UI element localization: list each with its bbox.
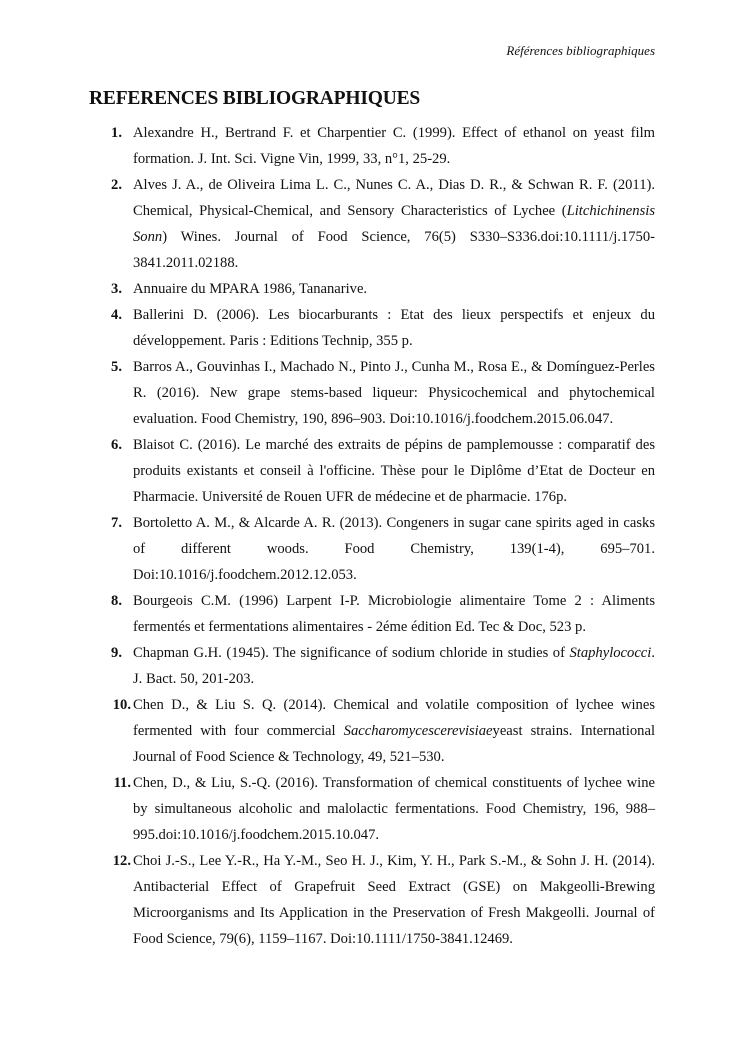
- reference-number: 6.: [111, 437, 122, 453]
- reference-text: yeast strains. International Journal of Food Science & Technology, 49, 521–530.: [133, 723, 655, 765]
- reference-text: Barros A., Gouvinhas I., Machado N., Pinto J., Cunha M., Rosa E., & Domínguez-Perles R. (2016). New grape stems-based liqueur: Physicochemical and phytochemical evaluation. Food Chemistry, 190, 896–903. Doi:10.1016/j.foodchem.2015.06.047.: [133, 359, 655, 427]
- reference-number: 12.: [112, 853, 131, 869]
- reference-number: 11.: [113, 775, 131, 791]
- reference-text: Chen D., & Liu S. Q. (2014). Chemical and volatile composition of lychee wines fermented with four commercial: [133, 697, 655, 739]
- reference-item: [111, 302, 655, 354]
- reference-number: 10.: [112, 697, 131, 713]
- reference-text: Alves J. A., de Oliveira Lima L. C., Nunes C. A., Dias D. R., & Schwan R. F. (2011). Chemical, Physical-Chemical, and Sensory Characteristics of Lychee (: [133, 177, 655, 219]
- reference-italic: Saccharomycescerevisiae: [343, 723, 493, 739]
- reference-number: 2.: [111, 177, 122, 193]
- reference-item: [111, 432, 655, 510]
- reference-item: [111, 640, 655, 692]
- reference-number: 1.: [111, 125, 122, 141]
- reference-text: Bortoletto A. M., & Alcarde A. R. (2013). Congeners in sugar cane spirits aged in casks of different woods. Food Chemistry, 139(1-4), 695–701. Doi:10.1016/j.foodchem.2012.12.053.: [133, 515, 655, 583]
- reference-text: Chapman G.H. (1945). The significance of sodium chloride in studies of: [133, 645, 570, 661]
- reference-text: Blaisot C. (2016). Le marché des extraits de pépins de pamplemousse : comparatif des produits existants et conseil à l'officine. Thèse pour le Diplôme d’Etat de Docteur en Pharmacie. Université de Rouen UFR de médecine et de pharmacie. 176p.: [133, 437, 655, 505]
- reference-text: Annuaire du MPARA 1986, Tananarive.: [133, 281, 368, 297]
- reference-italic: Staphylococci: [569, 645, 652, 661]
- reference-number: 7.: [111, 515, 122, 531]
- reference-item: [111, 354, 655, 432]
- reference-text: Chen, D., & Liu, S.-Q. (2016). Transformation of chemical constituents of lychee wine by simultaneous alcoholic and malolactic fermentations. Food Chemistry, 196, 988–995.doi:10.1016/j.foodchem.2015.10.047.: [133, 775, 655, 843]
- reference-item: [111, 276, 655, 302]
- reference-text: Alexandre H., Bertrand F. et Charpentier C. (1999). Effect of ethanol on yeast film formation. J. Int. Sci. Vigne Vin, 1999, 33, n°1, 25-29.: [133, 125, 655, 167]
- reference-item: [111, 120, 655, 172]
- page-title: REFERENCES BIBLIOGRAPHIQUES: [89, 88, 421, 109]
- reference-number: 4.: [111, 307, 122, 323]
- reference-item: [111, 172, 655, 276]
- reference-number: 9.: [111, 645, 122, 661]
- reference-italic: Litchichinensis Sonn: [133, 203, 655, 245]
- reference-text: ) Wines. Journal of Food Science, 76(5) S330–S336.doi:10.1111/j.1750-3841.2011.02188.: [133, 229, 655, 271]
- reference-number: 5.: [111, 359, 122, 375]
- reference-item: [112, 692, 655, 770]
- reference-item: [113, 770, 655, 848]
- reference-text: . J. Bact. 50, 201-203.: [133, 645, 655, 687]
- reference-list: [0, 120, 745, 952]
- reference-number: 3.: [111, 281, 122, 297]
- reference-number: 8.: [111, 593, 122, 609]
- reference-item: [111, 588, 655, 640]
- reference-text: Bourgeois C.M. (1996) Larpent I-P. Microbiologie alimentaire Tome 2 : Aliments fermentés et fermentations alimentaires - 2éme édition Ed. Tec & Doc, 523 p.: [133, 593, 655, 635]
- reference-item: [111, 510, 655, 588]
- reference-text: Ballerini D. (2006). Les biocarburants : Etat des lieux perspectifs et enjeux du développement. Paris : Editions Technip, 355 p.: [133, 307, 655, 349]
- running-header: Références bibliographiques: [506, 43, 655, 58]
- reference-text: Choi J.-S., Lee Y.-R., Ha Y.-M., Seo H. J., Kim, Y. H., Park S.-M., & Sohn J. H. (2014). Antibacterial Effect of Grapefruit Seed Extract (GSE) on Makgeolli-Brewing Microorganisms and Its Application in the Preservation of Fresh Makgeolli. Journal of Food Science, 79(6), 1159–1167. Doi:10.1111/1750-3841.12469.: [133, 853, 655, 947]
- reference-item: [112, 848, 655, 952]
